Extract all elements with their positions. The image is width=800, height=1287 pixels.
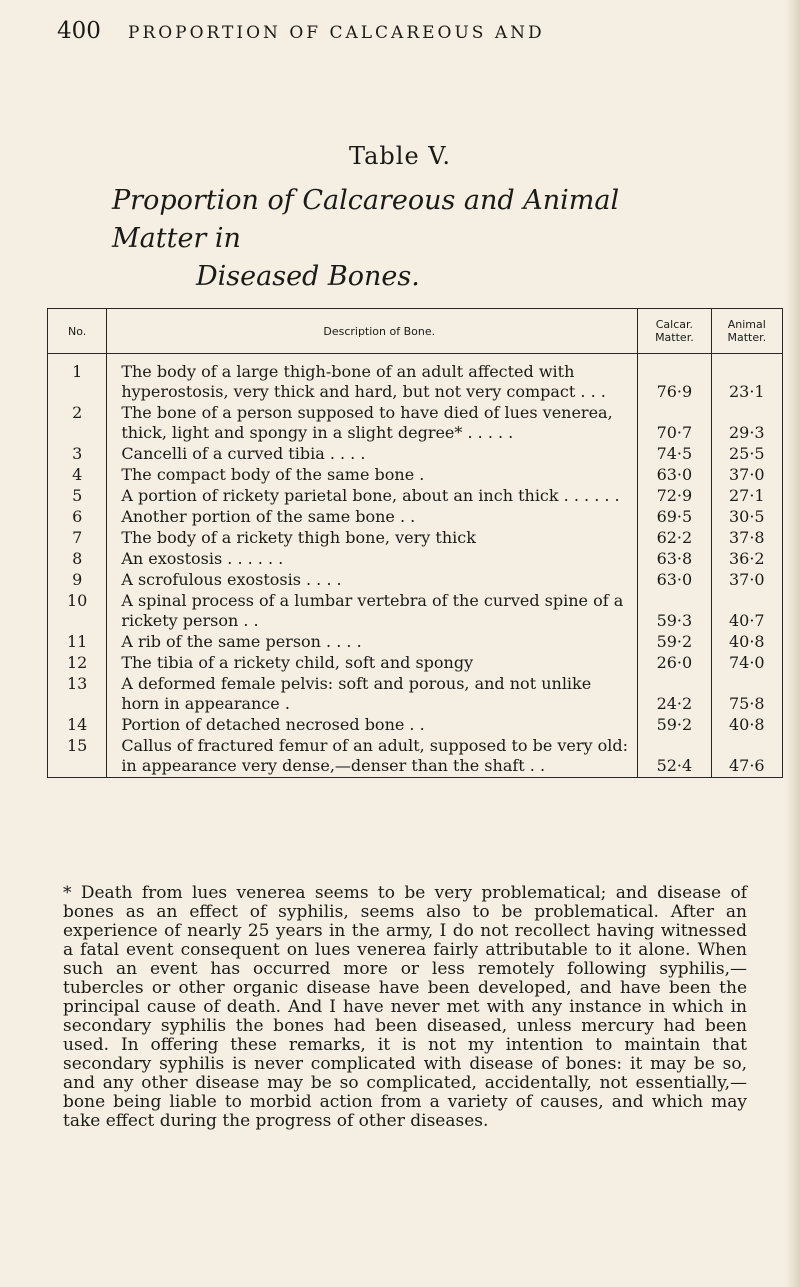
row-calcareous: 70·7	[638, 402, 711, 443]
row-description	[107, 673, 638, 714]
row-description-text: The bone of a person supposed to have died of lues venerea, thick, light and spongy in a slight degree* . . . . .	[121, 403, 613, 442]
row-animal: 74·0	[711, 652, 782, 673]
row-description-text: A rib of the same person . . . .	[121, 632, 362, 651]
row-calcareous: 52·4	[638, 735, 711, 778]
row-number: 7	[48, 527, 107, 548]
row-animal: 75·8	[711, 673, 782, 714]
header-animal	[711, 309, 782, 354]
table-row	[48, 527, 783, 548]
table-header-row	[48, 309, 783, 354]
row-description	[107, 354, 638, 403]
row-description-text: The body of a large thigh-bone of an adult affected with hyperostosis, very thick and hard, but not very compact . . .	[121, 362, 606, 401]
table-row	[48, 652, 783, 673]
row-calcareous: 59·2	[638, 714, 711, 735]
row-animal: 40·8	[711, 631, 782, 652]
row-animal: 30·5	[711, 506, 782, 527]
header-animal-line-2: Matter.	[727, 331, 767, 344]
table-row	[48, 735, 783, 778]
row-number: 11	[48, 631, 107, 652]
table-row	[48, 673, 783, 714]
row-description-text: A deformed female pelvis: soft and porous, and not unlike horn in appearance .	[121, 674, 592, 713]
row-description-text: Another portion of the same bone . .	[121, 507, 416, 526]
row-number: 13	[48, 673, 107, 714]
row-description-text: The tibia of a rickety child, soft and spongy	[121, 653, 474, 672]
row-description	[107, 548, 638, 569]
row-calcareous: 69·5	[638, 506, 711, 527]
subtitle-line-1: Proportion of Calcareous and Animal Matter in	[112, 185, 620, 254]
table-row	[48, 402, 783, 443]
table-row	[48, 548, 783, 569]
row-description-text: The body of a rickety thigh bone, very thick	[121, 528, 476, 547]
table-row	[48, 631, 783, 652]
row-description	[107, 506, 638, 527]
row-description	[107, 527, 638, 548]
row-number: 4	[48, 464, 107, 485]
header-calcareous	[638, 309, 711, 354]
row-calcareous: 62·2	[638, 527, 711, 548]
row-description-text: The compact body of the same bone .	[121, 465, 425, 484]
row-description-text: Portion of detached necrosed bone . .	[121, 715, 425, 734]
row-number: 1	[48, 354, 107, 403]
table-row	[48, 506, 783, 527]
row-animal: 37·0	[711, 569, 782, 590]
row-number: 9	[48, 569, 107, 590]
header-animal-line-1: Animal	[727, 318, 766, 331]
row-description-text: Callus of fractured femur of an adult, supposed to be very old: in appearance very dense,—denser than the shaft . .	[121, 736, 629, 775]
row-description	[107, 652, 638, 673]
footnote-text: * Death from lues venerea seems to be very problematical; and disease of bones as an effect of syphilis, seems also to be problematical. After an experience of nearly 25 years in the army, I do not recollect having witnessed a fatal event consequent on lues venerea fairly attributable to it alone. When such an event has occurred more or less remotely following syphilis,—tubercles or other organic disease have been developed, and have been the principal cause of death. And I have never met with any instance in which in secondary syphilis the bones had been diseased, unless mercury had been used. In offering these remarks, it is not my intention to maintain that secondary syphilis is never complicated with disease of bones: it may be so, and any other disease may be so complicated, accidentally, not essentially,—bone being liable to morbid action from a variety of causes, and which may take effect during the progress of other diseases.	[63, 883, 747, 1131]
row-calcareous: 59·2	[638, 631, 711, 652]
row-animal: 36·2	[711, 548, 782, 569]
row-calcareous: 76·9	[638, 354, 711, 403]
row-animal: 27·1	[711, 485, 782, 506]
row-description	[107, 402, 638, 443]
table-row	[48, 590, 783, 631]
row-description	[107, 443, 638, 464]
row-number: 2	[48, 402, 107, 443]
row-description-text: A portion of rickety parietal bone, about an inch thick . . . . . .	[121, 486, 620, 505]
row-calcareous: 26·0	[638, 652, 711, 673]
row-number: 6	[48, 506, 107, 527]
bone-composition-table	[47, 308, 783, 778]
table-row	[48, 464, 783, 485]
row-number: 12	[48, 652, 107, 673]
footnote	[51, 884, 747, 1131]
row-description-text: A scrofulous exostosis . . . .	[121, 570, 342, 589]
row-description	[107, 464, 638, 485]
row-description	[107, 569, 638, 590]
table-label: Table V.	[348, 142, 452, 170]
row-description	[107, 590, 638, 631]
row-calcareous: 24·2	[638, 673, 711, 714]
row-description-text: Cancelli of a curved tibia . . . .	[121, 444, 366, 463]
page-edge	[786, 0, 800, 1287]
table-subtitle	[112, 182, 712, 296]
header-no: No.	[48, 309, 107, 354]
row-animal: 29·3	[711, 402, 782, 443]
row-description-text: A spinal process of a lumbar vertebra of the curved spine of a rickety person . .	[121, 591, 624, 630]
row-description	[107, 714, 638, 735]
row-number: 10	[48, 590, 107, 631]
table-row	[48, 714, 783, 735]
row-number: 8	[48, 548, 107, 569]
row-calcareous: 72·9	[638, 485, 711, 506]
row-animal: 47·6	[711, 735, 782, 778]
row-description	[107, 485, 638, 506]
row-animal: 37·8	[711, 527, 782, 548]
row-description	[107, 735, 638, 778]
row-calcareous: 59·3	[638, 590, 711, 631]
row-description	[107, 631, 638, 652]
row-number: 5	[48, 485, 107, 506]
header-description: Description of Bone.	[107, 309, 638, 354]
table-row	[48, 443, 783, 464]
table-row	[48, 569, 783, 590]
running-head	[0, 18, 800, 48]
table-row	[48, 485, 783, 506]
header-calcareous-line-2: Matter.	[655, 331, 694, 344]
page-number: 400	[57, 18, 101, 44]
row-number: 3	[48, 443, 107, 464]
row-animal: 37·0	[711, 464, 782, 485]
row-description-text: An exostosis . . . . . .	[121, 549, 284, 568]
running-head-title: PROPORTION OF CALCAREOUS AND	[128, 23, 545, 43]
row-number: 14	[48, 714, 107, 735]
row-animal: 40·8	[711, 714, 782, 735]
row-calcareous: 63·0	[638, 464, 711, 485]
row-animal: 40·7	[711, 590, 782, 631]
row-calcareous: 63·8	[638, 548, 711, 569]
row-calcareous: 74·5	[638, 443, 711, 464]
row-calcareous: 63·0	[638, 569, 711, 590]
row-number: 15	[48, 735, 107, 778]
row-animal: 25·5	[711, 443, 782, 464]
header-calcareous-line-1: Calcar.	[655, 318, 694, 331]
row-animal: 23·1	[711, 354, 782, 403]
subtitle-line-2: Diseased Bones.	[196, 261, 420, 292]
table-row	[48, 354, 783, 403]
